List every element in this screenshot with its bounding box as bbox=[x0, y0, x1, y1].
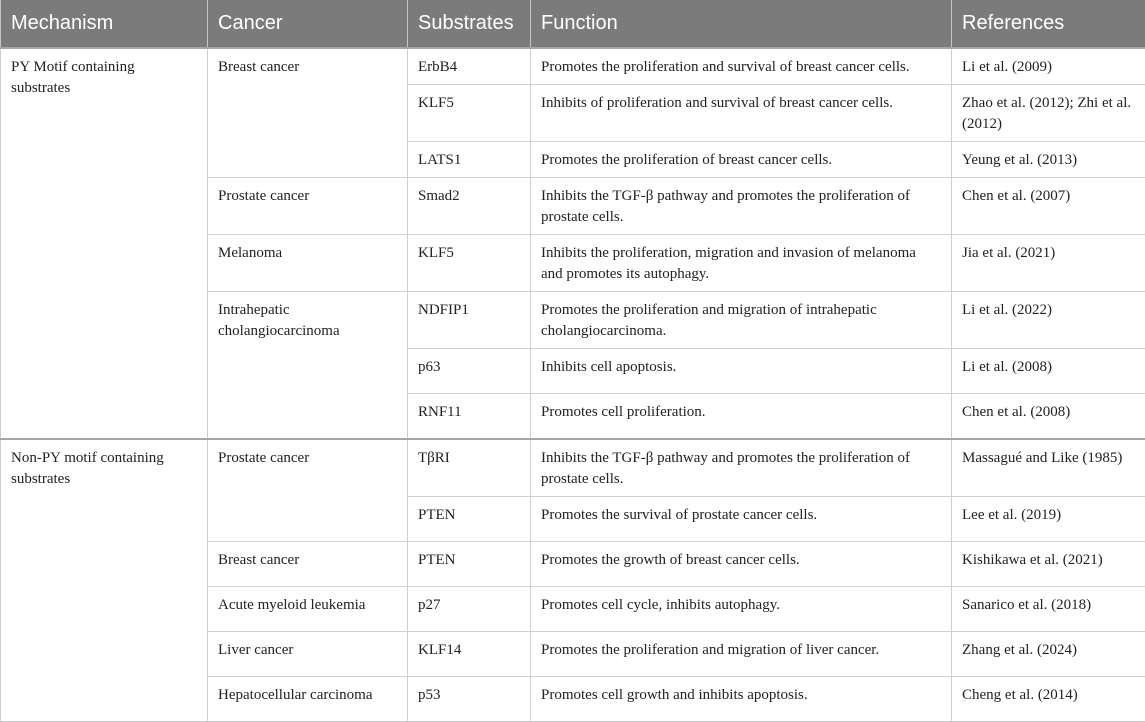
substrate-cell: KLF5 bbox=[408, 85, 531, 142]
function-cell: Promotes the proliferation and survival of breast cancer cells. bbox=[531, 48, 952, 85]
table-body bbox=[1, 48, 1145, 722]
cancer-cell: Hepatocellular carcinoma bbox=[208, 677, 408, 722]
function-cell: Promotes cell proliferation. bbox=[531, 394, 952, 440]
reference-cell: Li et al. (2022) bbox=[952, 292, 1145, 349]
substrate-cell: RNF11 bbox=[408, 394, 531, 440]
substrate-cell: p27 bbox=[408, 587, 531, 632]
table-header bbox=[1, 0, 1145, 48]
header-row bbox=[1, 0, 1145, 48]
reference-cell: Chen et al. (2008) bbox=[952, 394, 1145, 440]
function-cell: Promotes cell growth and inhibits apoptosis. bbox=[531, 677, 952, 722]
mechanism-cell: Non-PY motif containing substrates bbox=[1, 439, 208, 722]
cancer-cell: Liver cancer bbox=[208, 632, 408, 677]
reference-cell: Lee et al. (2019) bbox=[952, 497, 1145, 542]
function-cell: Promotes the survival of prostate cancer cells. bbox=[531, 497, 952, 542]
function-cell: Inhibits cell apoptosis. bbox=[531, 349, 952, 394]
substrate-cell: p63 bbox=[408, 349, 531, 394]
substrate-cell: PTEN bbox=[408, 542, 531, 587]
function-cell: Inhibits the proliferation, migration and invasion of melanoma and promotes its autophagy. bbox=[531, 235, 952, 292]
header-cancer: Cancer bbox=[208, 0, 408, 48]
reference-cell: Sanarico et al. (2018) bbox=[952, 587, 1145, 632]
substrate-cell: p53 bbox=[408, 677, 531, 722]
reference-cell: Cheng et al. (2014) bbox=[952, 677, 1145, 722]
cancer-cell: Prostate cancer bbox=[208, 178, 408, 235]
header-references: References bbox=[952, 0, 1145, 48]
function-cell: Inhibits the TGF-β pathway and promotes the proliferation of prostate cells. bbox=[531, 178, 952, 235]
substrate-cell: Smad2 bbox=[408, 178, 531, 235]
reference-cell: Li et al. (2009) bbox=[952, 48, 1145, 85]
substrate-cell: NDFIP1 bbox=[408, 292, 531, 349]
reference-cell: Jia et al. (2021) bbox=[952, 235, 1145, 292]
cancer-cell: Breast cancer bbox=[208, 48, 408, 178]
reference-cell: Kishikawa et al. (2021) bbox=[952, 542, 1145, 587]
substrate-cell: LATS1 bbox=[408, 142, 531, 178]
function-cell: Inhibits the TGF-β pathway and promotes the proliferation of prostate cells. bbox=[531, 439, 952, 497]
table-row bbox=[1, 48, 1145, 85]
substrate-cell: TβRI bbox=[408, 439, 531, 497]
cancer-cell: Melanoma bbox=[208, 235, 408, 292]
cancer-cell: Intrahepatic cholangiocarcinoma bbox=[208, 292, 408, 440]
function-cell: Promotes the proliferation and migration of intrahepatic cholangiocarcinoma. bbox=[531, 292, 952, 349]
substrate-cell: KLF5 bbox=[408, 235, 531, 292]
function-cell: Promotes cell cycle, inhibits autophagy. bbox=[531, 587, 952, 632]
reference-cell: Zhao et al. (2012); Zhi et al. (2012) bbox=[952, 85, 1145, 142]
function-cell: Promotes the proliferation of breast cancer cells. bbox=[531, 142, 952, 178]
mechanism-cell: PY Motif containing substrates bbox=[1, 48, 208, 439]
reference-cell: Chen et al. (2007) bbox=[952, 178, 1145, 235]
function-cell: Inhibits of proliferation and survival of breast cancer cells. bbox=[531, 85, 952, 142]
substrate-cell: PTEN bbox=[408, 497, 531, 542]
cancer-cell: Acute myeloid leukemia bbox=[208, 587, 408, 632]
reference-cell: Zhang et al. (2024) bbox=[952, 632, 1145, 677]
cancer-cell: Breast cancer bbox=[208, 542, 408, 587]
function-cell: Promotes the growth of breast cancer cells. bbox=[531, 542, 952, 587]
header-function: Function bbox=[531, 0, 952, 48]
reference-cell: Yeung et al. (2013) bbox=[952, 142, 1145, 178]
substrate-cell: ErbB4 bbox=[408, 48, 531, 85]
cancer-cell: Prostate cancer bbox=[208, 439, 408, 542]
table-row bbox=[1, 439, 1145, 497]
header-mechanism: Mechanism bbox=[1, 0, 208, 48]
function-cell: Promotes the proliferation and migration of liver cancer. bbox=[531, 632, 952, 677]
reference-cell: Li et al. (2008) bbox=[952, 349, 1145, 394]
substrate-cell: KLF14 bbox=[408, 632, 531, 677]
reference-cell: Massagué and Like (1985) bbox=[952, 439, 1145, 497]
header-substrates: Substrates bbox=[408, 0, 531, 48]
